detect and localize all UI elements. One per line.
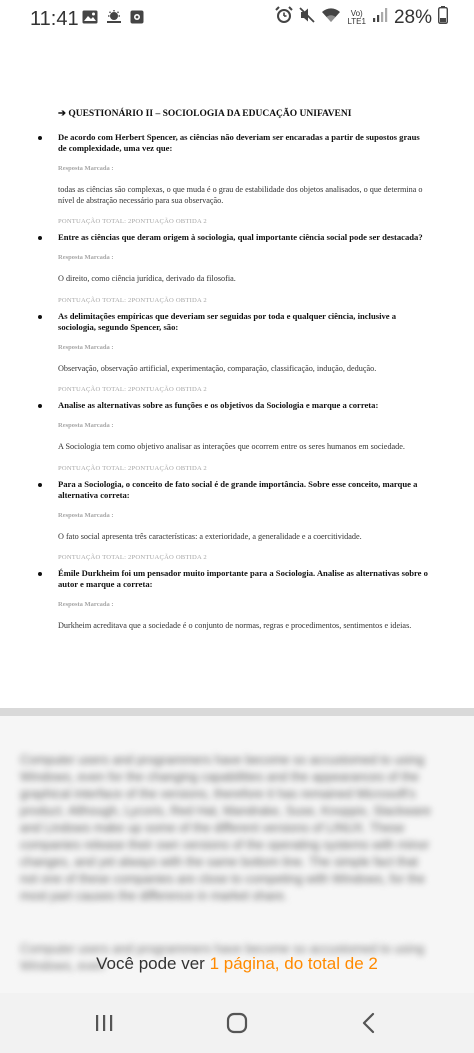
answer-label: Resposta Marcada : — [58, 254, 114, 261]
recent-apps-icon[interactable] — [90, 1011, 118, 1035]
answer-text: A Sociologia tem como objetivo analisar as interações que ocorrem entre os seres humanos em sociedade. — [58, 442, 405, 451]
blurred-text-2: Computer users and programmers have become so accustomed to using Windows, even — [20, 942, 425, 973]
document-page[interactable] — [0, 40, 474, 708]
answer-text: O fato social apresenta três características: a exterioridade, a generalidade e a coercitividade. — [58, 531, 362, 541]
question-item — [38, 311, 430, 394]
answer-label: Resposta Marcada : — [58, 601, 114, 608]
page-divider — [0, 708, 474, 716]
battery-icon — [438, 6, 448, 29]
navigation-bar — [0, 993, 474, 1053]
bullet — [38, 483, 42, 487]
bullet — [38, 572, 42, 576]
bullet — [38, 404, 42, 408]
question-item — [38, 400, 430, 472]
answer-text: Observação, observação artificial, experimentação, comparação, classificação, indução, dedução. — [58, 363, 377, 373]
pages-prefix: Você pode ver — [96, 954, 210, 973]
question-item — [38, 132, 430, 225]
signal-icon — [372, 7, 388, 28]
question-item — [38, 568, 430, 632]
question-text: Entre as ciências que deram origem à sociologia, qual importante ciência social pode ser destacada? — [58, 232, 423, 242]
pages-highlight: 1 página, do total de 2 — [209, 954, 378, 973]
pages-available-message[interactable] — [0, 954, 474, 974]
weather-icon — [105, 10, 123, 29]
score-text: PONTUAÇÃO TOTAL: 2PONTUAÇÃO OBTIDA 2 — [58, 296, 207, 304]
bullet — [38, 236, 42, 240]
document-title: ➔ QUESTIONÁRIO II – SOCIOLOGIA DA EDUCAÇÃO UNIFAVENI — [58, 109, 352, 119]
score-text: PONTUAÇÃO TOTAL: 2PONTUAÇÃO OBTIDA 2 — [58, 554, 207, 561]
answer-label: Resposta Marcada : — [58, 165, 114, 172]
alarm-icon — [275, 6, 293, 29]
bullet — [38, 136, 42, 140]
question-item — [38, 232, 430, 304]
answer-label: Resposta Marcada : — [58, 343, 114, 351]
mute-icon — [299, 7, 315, 28]
home-icon[interactable] — [223, 1011, 251, 1035]
image-icon — [82, 10, 98, 29]
volte-icon: Vo) LTE1 — [347, 8, 366, 26]
bullet — [38, 315, 42, 319]
score-text: PONTUAÇÃO TOTAL: 2PONTUAÇÃO OBTIDA 2 — [58, 464, 207, 472]
answer-text: Durkheim acreditava que a sociedade é o conjunto de normas, regras e procedimentos, sentimentos e ideias. — [58, 621, 412, 630]
locked-preview — [0, 716, 474, 993]
question-item — [38, 479, 430, 562]
back-icon[interactable] — [356, 1011, 384, 1035]
score-text: PONTUAÇÃO TOTAL: 2PONTUAÇÃO OBTIDA 2 — [58, 386, 207, 393]
answer-text: O direito, como ciência jurídica, derivado da filosofia. — [58, 274, 236, 283]
score-text: PONTUAÇÃO TOTAL: 2PONTUAÇÃO OBTIDA 2 — [58, 218, 207, 225]
answer-label: Resposta Marcada : — [58, 511, 114, 519]
answer-label: Resposta Marcada : — [58, 422, 114, 429]
app-icon — [130, 10, 144, 29]
question-text: As delimitações empíricas que deveriam ser seguidas por toda e qualquer ciência, inclusive a sociologia, segundo Spencer, são: — [58, 310, 397, 332]
blurred-text: Computer users and programmers have become so accustomed to using Windows, even for the changing capabilities and the appearances of the graphical interface of the versions, therefore it has remained Microsoft's product. Although, Lycoris, Red Hat, Mandrake, Suse, Knoppix, Slackware and Lindows make up some of the different versions of LINUX. These companies release their own versions of the operating systems with minor changes, and yet always with the same bottom line. The simple fact that not one of these companies are close to competing with Windows, for the most part causes the difference in market share. — [20, 753, 431, 903]
clock: 11:41 — [30, 8, 79, 30]
question-text: Para a Sociologia, o conceito de fato social é de grande importância. Sobre esse conceito, marque a alternativa correta: — [58, 478, 418, 500]
question-list — [38, 132, 430, 632]
wifi-icon — [321, 7, 341, 28]
answer-text: todas as ciências são complexas, o que muda é o grau de estabilidade dos objetos analisados, o que determina o nível de abstração necessário para sua observação. — [58, 185, 423, 205]
battery-percent: 28% — [393, 6, 432, 28]
status-bar — [0, 0, 474, 40]
question-text: De acordo com Herbert Spencer, as ciências não deveriam ser encaradas a partir de supostos graus de complexidade, uma vez que: — [58, 132, 420, 153]
question-text: Émile Durkheim foi um pensador muito importante para a Sociologia. Analise as alternativas sobre o autor e marque a correta: — [58, 568, 428, 589]
question-text: Analise as alternativas sobre as funções e os objetivos da Sociologia e marque a correta: — [58, 400, 379, 410]
